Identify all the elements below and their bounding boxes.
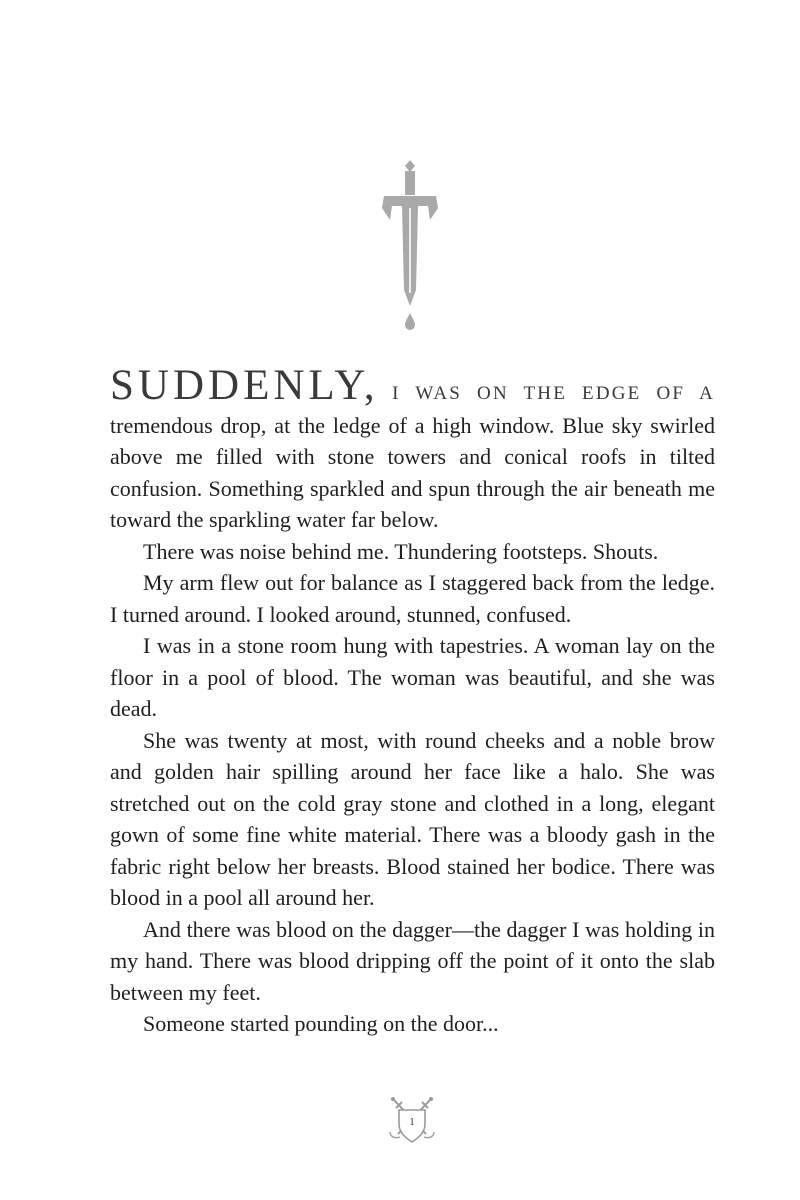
page-number: 1: [409, 1116, 415, 1128]
opening-word: SUDDENLY,: [110, 362, 379, 409]
dagger-pommel: [405, 160, 415, 172]
paragraph: There was noise behind me. Thundering footsteps. Shouts.: [143, 538, 659, 564]
dagger-icon: [370, 158, 450, 333]
opening-paragraph: [110, 362, 715, 536]
sword-right-pommel: [429, 1097, 433, 1101]
paragraph: My arm flew out for balance as I staggered back from the ledge. I turned around. I looked around, stunned, confused.: [110, 570, 715, 627]
paragraph: Someone started pounding on the door...: [143, 1011, 499, 1036]
opening-smallcaps: I WAS ON THE EDGE OF A: [392, 383, 715, 404]
paragraph: And there was blood on the dagger—the dagger I was holding in my hand. There was blood dripping off the point of it onto the slab between my feet.: [110, 916, 715, 1005]
opening-rest: tremendous drop, at the ledge of a high window. Blue sky swirled above me filled with stone towers and conical roofs in tilted confusion. Something sparkled and spun through the air beneath me toward the sparkling water far below.: [110, 412, 715, 532]
paragraph: She was twenty at most, with round cheeks and a noble brow and golden hair spilling around her face like a halo. She was stretched out on the cold gray stone and clothed in a long, elegant gown of some fine white material. There was a bloody gash in the fabric right below her breasts. Blood stained her bodice. There was blood in a pool all around her.: [110, 727, 715, 910]
paragraph: I was in a stone room hung with tapestries. A woman lay on the floor in a pool of blood. The woman was beautiful, and she was dead.: [110, 633, 715, 721]
chapter-text: [110, 362, 715, 1040]
dagger-crossguard: [384, 196, 436, 206]
page-folio: [382, 1090, 442, 1150]
sword-left-pommel: [391, 1097, 395, 1101]
blood-drop-icon: [405, 313, 415, 330]
dagger-grip: [405, 171, 415, 195]
